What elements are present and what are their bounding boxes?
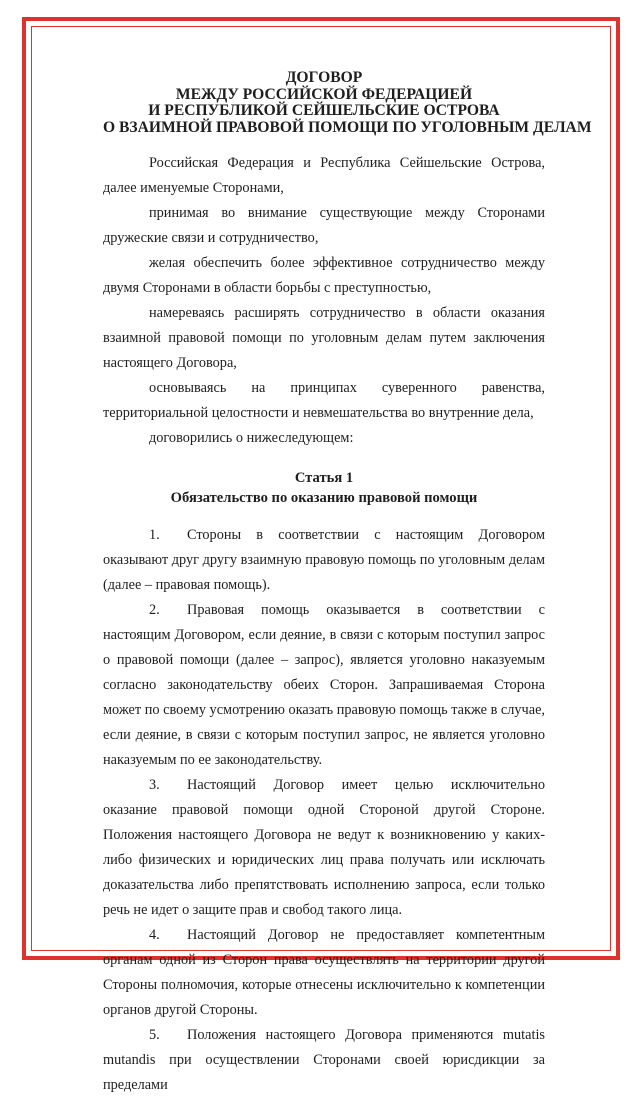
clause-number: 2.	[149, 602, 160, 618]
article-clause	[103, 598, 545, 773]
clause-text: Положения настоящего Договора применяются mutatis mutandis при осуществлении Сторонами своей юрисдикции за пределами	[103, 1027, 545, 1093]
clause-text: Правовая помощь оказывается в соответствии с настоящим Договором, если деяние, в связи с которым поступил запрос о правовой помощи (далее – запрос), является уголовно наказуемым согласно законодательству обеих Сторон. Запрашиваемая Сторона может по своему усмотрению оказать правовую помощь также в случае, если деяние, в связи с которым поступил запрос, не является уголовно наказуемым по ее законодательству.	[103, 602, 545, 768]
preamble-paragraph: желая обеспечить более эффективное сотрудничество между двумя Сторонами в области борьбы с преступностью,	[103, 255, 545, 296]
article-title: Обязательство по оказанию правовой помощи	[170, 490, 478, 506]
clause-number: 5.	[149, 1027, 160, 1043]
title-line: О ВЗАИМНОЙ ПРАВОВОЙ ПОМОЩИ ПО УГОЛОВНЫМ ДЕЛАМ	[103, 118, 592, 136]
preamble-paragraph: Российская Федерация и Республика Сейшельские Острова, далее именуемые Сторонами,	[103, 155, 545, 196]
preamble-paragraph: намереваясь расширять сотрудничество в области оказания взаимной правовой помощи по уголовным делам путем заключения настоящего Договора,	[103, 305, 545, 371]
title-line: ДОГОВОР	[285, 69, 363, 86]
document-title	[103, 69, 592, 136]
clause-text: Стороны в соответствии с настоящим Договором оказывают друг другу взаимную правовую помощь по уголовным делам (далее – правовая помощь).	[103, 527, 545, 593]
title-line: И РЕСПУБЛИКОЙ СЕЙШЕЛЬСКИЕ ОСТРОВА	[148, 102, 500, 119]
article-number: Статья 1	[294, 470, 354, 486]
article-clause	[103, 523, 545, 598]
clause-text: Настоящий Договор не предоставляет компетентным органам одной из Сторон права осуществлять на территории другой Стороны полномочия, которые отнесены исключительно к компетенции органов другой Стороны.	[103, 927, 545, 1018]
preamble-paragraph: принимая во внимание существующие между Сторонами дружеские связи и сотрудничество,	[103, 205, 545, 246]
clause-text: Настоящий Договор имеет целью исключительно оказание правовой помощи одной Стороной другой Стороне. Положения настоящего Договора не ведут к возникновению у каких-либо физических и юридических лиц права получать или исключать доказательства либо препятствовать исполнению запроса, если только речь не идет о защите прав и свобод такого лица.	[103, 777, 545, 918]
preamble-paragraph: основываясь на принципах суверенного равенства, территориальной целостности и невмешательства во внутренние дела,	[103, 380, 545, 421]
title-line: МЕЖДУ РОССИЙСКОЙ ФЕДЕРАЦИЕЙ	[175, 85, 473, 103]
article-clause	[103, 923, 545, 1023]
article-clause	[103, 1023, 545, 1098]
preamble-paragraph: договорились о нижеследующем:	[149, 430, 354, 446]
article-heading	[103, 468, 545, 508]
article-clause	[103, 773, 545, 923]
clause-number: 4.	[149, 927, 160, 943]
clause-number: 3.	[149, 777, 160, 793]
document-body	[103, 69, 592, 1098]
clause-number: 1.	[149, 527, 160, 543]
